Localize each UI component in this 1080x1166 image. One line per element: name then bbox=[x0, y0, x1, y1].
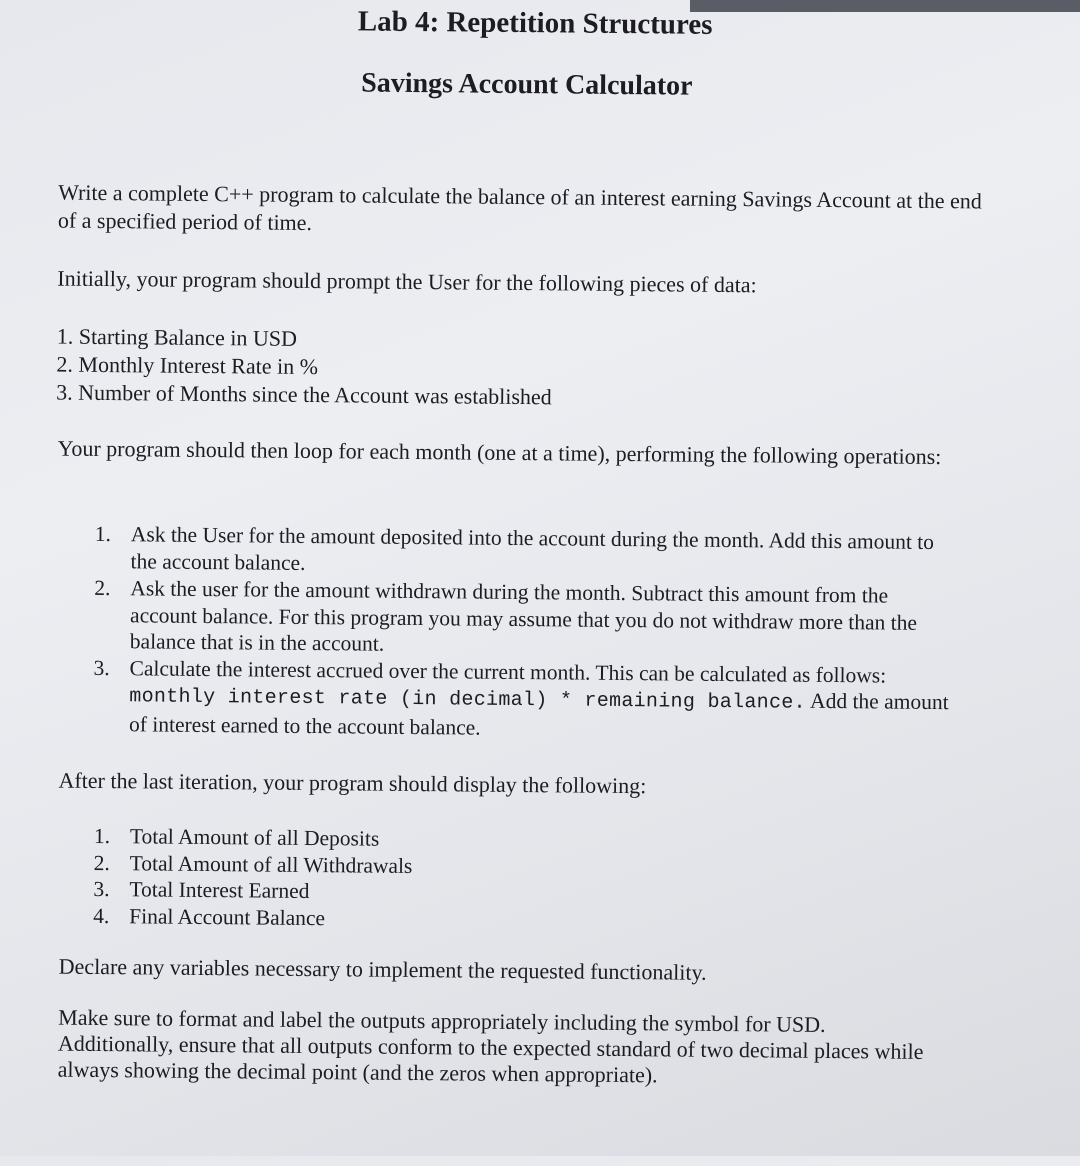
output-number: 1. bbox=[93, 823, 111, 849]
operation-item bbox=[94, 521, 954, 582]
input-item: 2. Monthly Interest Rate in % bbox=[56, 351, 319, 380]
page-subtitle: Savings Account Calculator bbox=[361, 67, 693, 102]
input-item: 3. Number of Months since the Account was established bbox=[56, 379, 552, 410]
declare-note: Declare any variables necessary to implement the requested functionality. bbox=[58, 953, 707, 985]
prompt-intro-paragraph: Initially, your program should prompt the User for the following pieces of data: bbox=[57, 265, 757, 298]
input-list bbox=[56, 323, 552, 412]
operation-text: Calculate the interest accrued over the current month. This can be calculated as follows: bbox=[129, 655, 887, 688]
outputs-list bbox=[93, 823, 594, 934]
operation-number: 2. bbox=[94, 575, 111, 601]
output-number: 2. bbox=[93, 850, 110, 875]
output-number: 3. bbox=[93, 876, 110, 902]
operation-text: Ask the user for the amount withdrawn during the month. Subtract this amount from the account balance. For this program you may assume that you do not withdraw more than the balance that is in the account. bbox=[129, 576, 918, 656]
output-text: Total Interest Earned bbox=[129, 877, 310, 904]
page-title: Lab 4: Repetition Structures bbox=[357, 5, 713, 41]
input-item: 1. Starting Balance in USD bbox=[56, 323, 298, 351]
operation-number: 1. bbox=[94, 521, 112, 547]
operations-list bbox=[93, 521, 955, 745]
interest-formula-code: monthly interest rate (in decimal) * remaining balance. bbox=[129, 685, 807, 715]
output-item bbox=[93, 902, 593, 933]
format-note: Make sure to format and label the outputs appropriately including the symbol for USD. Additionally, ensure that all outputs conform to the expected standard of two decimal places while always showing the decimal point (and the zeros when appropriate). bbox=[57, 1004, 924, 1088]
operation-number: 3. bbox=[93, 655, 110, 680]
operation-text: Ask the User for the amount deposited into the account during the month. Add this amount to the account balance. bbox=[130, 522, 935, 575]
after-intro-paragraph: After the last iteration, your program should display the following: bbox=[58, 767, 647, 799]
operation-text-continued: Add the amount of interest earned to the account balance. bbox=[128, 688, 949, 740]
output-text: Total Amount of all Deposits bbox=[129, 824, 380, 851]
output-text: Final Account Balance bbox=[129, 903, 326, 930]
loop-intro-paragraph: Your program should then loop for each month (one at a time), performing the following operations: bbox=[57, 435, 942, 470]
operation-item bbox=[93, 654, 954, 745]
output-text: Total Amount of all Withdrawals bbox=[129, 850, 413, 878]
intro-paragraph: Write a complete C++ program to calculate the balance of an interest earning Savings Account at the end of a specified period of time. bbox=[57, 179, 983, 236]
output-number: 4. bbox=[93, 903, 110, 928]
operation-item bbox=[94, 575, 955, 663]
